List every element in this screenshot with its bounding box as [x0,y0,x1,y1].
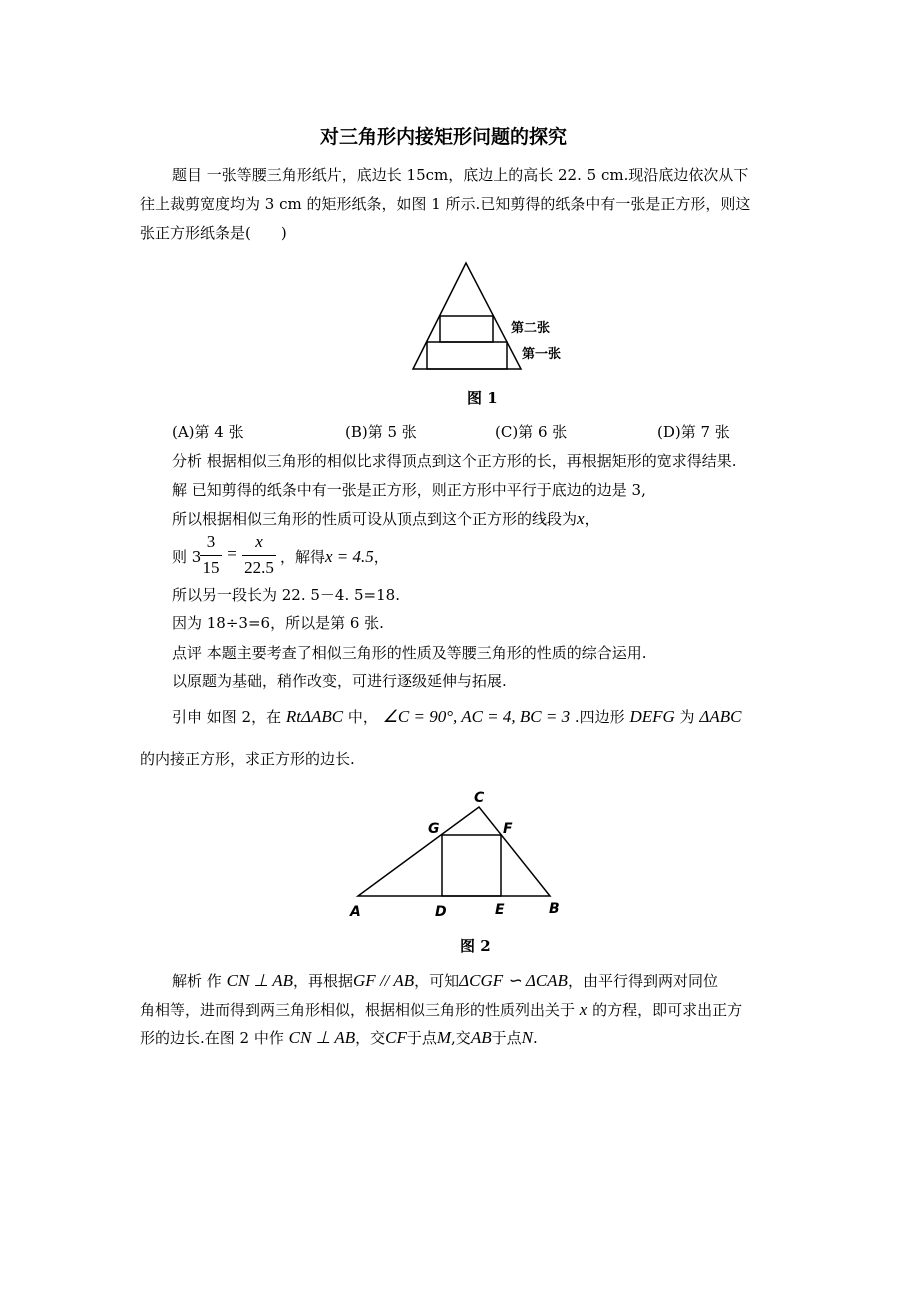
equation-prefix: 则 3 [172,548,202,566]
explanation-3a: 形的边长.在图 2 中作 [140,1029,284,1047]
figure-2-triangle [358,807,550,896]
solution-line-2-end: ， [584,510,600,528]
explanation-3j: N [521,1028,533,1047]
problem-line-2: 往上裁剪宽度均为 3 cm 的矩形纸条，如图 1 所示.已知剪得的纸条中有一张是正方形，则这 [140,195,751,213]
solution-line-5: 因为 18÷3=6，所以是第 6 张. [172,614,384,632]
extension-post: .四边形 [574,708,625,726]
extension-conditions: ∠C = 90°, AC = 4, BC = 3 [382,707,571,726]
extension-mid: 中， [347,708,378,726]
explanation-1b: CN ⊥ AB [226,971,294,990]
point-f-label: F [503,821,513,837]
problem-line-3: 张正方形纸条是( ) [140,224,287,242]
explanation-1c: ，再根据 [293,972,354,990]
option-b: (B)第 5 张 [345,423,417,441]
explanation-line-2 [140,999,742,1020]
fraction-1-numerator: 3 [206,532,216,551]
point-c-label: C [474,790,485,806]
explanation-1e: ，可知 [414,972,460,990]
explanation-3k: . [532,1029,538,1047]
explanation-3f: M [436,1028,452,1047]
figure-1-strip-second [440,316,493,342]
point-d-label: D [435,904,447,920]
figure-2-square [442,835,501,896]
explanation-line-3 [140,1027,538,1048]
point-b-label: B [549,901,560,917]
extension-triangle-2: ΔABC [699,707,742,726]
figure-1-label-first: 第一张 [522,347,562,362]
equation-end: ， [373,548,389,566]
fraction-2-bar [242,555,276,556]
solution-line-4: 所以另一段长为 22. 5－4. 5=18. [172,586,400,604]
solution-line-2 [172,508,600,529]
explanation-1g: ，由平行得到两对同位 [567,972,718,990]
extension-line-1 [172,706,741,727]
fraction-1-bar [200,555,222,556]
fraction-1-denominator: 15 [202,558,220,577]
explanation-3h: AB [470,1028,492,1047]
fraction-2-denominator: 22.5 [244,558,274,577]
option-d: (D)第 7 张 [657,423,730,441]
point-e-label: E [495,902,505,918]
point-g-label: G [428,821,440,837]
explanation-3c: ，交 [355,1029,386,1047]
explanation-line-1 [172,970,718,991]
fraction-2-numerator: x [255,532,263,551]
extension-post-2: 为 [679,708,695,726]
explanation-3e: 于点 [406,1029,437,1047]
analysis-line: 分析 根据相似三角形的相似比求得顶点到这个正方形的长，再根据矩形的宽求得结果. [172,452,737,470]
explanation-2b: x [579,1000,588,1019]
explanation-2c: 的方程，即可求出正方 [592,1001,743,1019]
explanation-1f: ΔCGF ∽ ΔCAB [459,971,568,990]
explanation-2a: 角相等，进而得到两三角形相似，根据相似三角形的性质列出关于 [140,1001,576,1019]
figure-2 [340,785,580,921]
figure-1-strip-first [427,342,507,369]
page-title: 对三角形内接矩形问题的探究 [320,126,568,148]
figure-1-label-second: 第二张 [511,321,551,336]
equals-sign: = [227,544,237,563]
point-a-label: A [350,904,361,920]
explanation-3b: CN ⊥ AB [288,1028,356,1047]
extension-pre: 引申 如图 2，在 [172,708,282,726]
problem-line-1: 题目 一张等腰三角形纸片，底边长 15cm，底边上的高长 22. 5 cm.现沿底边依次从下 [172,166,749,184]
figure-2-caption: 图 2 [460,937,491,955]
explanation-1d: GF // AB [353,971,415,990]
extension-triangle: RtΔABC [285,707,344,726]
equation-solve-text: ，解得 [280,548,326,566]
comment-line-1: 点评 本题主要考查了相似三角形的性质及等腰三角形的性质的综合运用. [172,644,647,662]
variable-x: x [577,509,585,528]
solution-line-1: 解 已知剪得的纸条中有一张是正方形，则正方形中平行于底边的边是 3, [172,481,646,499]
figure-1 [400,258,590,374]
explanation-1a: 解析 作 [172,972,222,990]
extension-square: DEFG [629,707,675,726]
extension-line-2: 的内接正方形，求正方形的边长. [140,750,355,768]
option-c: (C)第 6 张 [495,423,568,441]
explanation-3d: CF [385,1028,407,1047]
explanation-3g: ,交 [451,1029,471,1047]
explanation-3i: 于点 [491,1029,522,1047]
option-a: (A)第 4 张 [172,423,244,441]
figure-1-caption: 图 1 [467,389,498,407]
equation-solve [280,546,389,567]
solution-line-2-text: 所以根据相似三角形的性质可设从顶点到这个正方形的线段为 [172,510,578,528]
equation-result: x = 4.5 [325,547,374,566]
comment-line-2: 以原题为基础，稍作改变，可进行逐级延伸与拓展. [172,672,507,690]
